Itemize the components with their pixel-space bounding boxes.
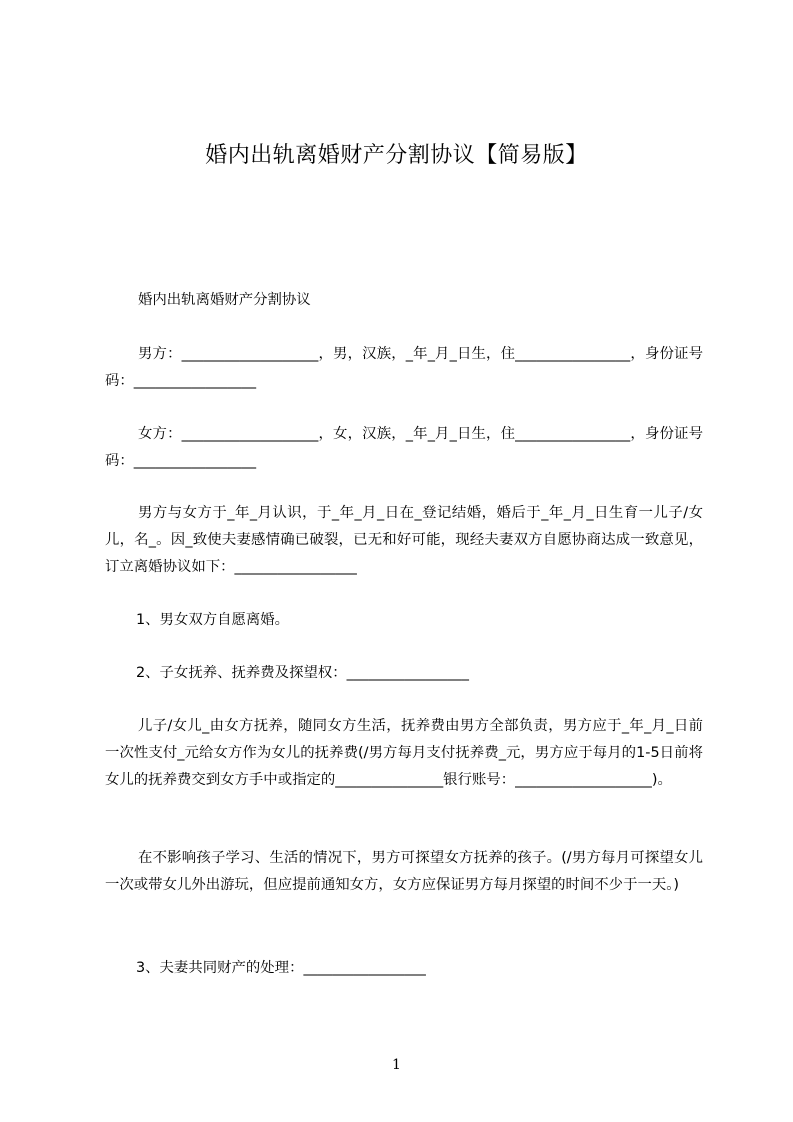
agreement-subtitle: 婚内出轨离婚财产分割协议 bbox=[138, 292, 311, 308]
document-title: 婚内出轨离婚财产分割协议【简易版】 bbox=[205, 143, 588, 168]
clause-1-divorce: 1、男女双方自愿离婚。 bbox=[136, 612, 290, 628]
clause-2-custody-heading: 2、子女抚养、抚养费及探望权：_________________ bbox=[136, 665, 469, 681]
husband-info-paragraph: 男方：___________________，男，汉族，_年_月_日生，住________________，身份证号码：_________________ bbox=[105, 346, 703, 389]
page-number: 1 bbox=[392, 1057, 401, 1073]
custody-paragraph: 儿子/女儿_由女方抚养，随同女方生活，抚养费由男方全部负责，男方应于_年_月_日前一次性支付_元给女方作为女儿的抚养费(/男方每月支付抚养费_元，男方应于每月的1-5日前将女儿的抚养费交到女方手中或指定的_______________银行账号：___________________)。 bbox=[105, 718, 703, 788]
visitation-paragraph: 在不影响孩子学习、生活的情况下，男方可探望女方抚养的孩子。(/男方每月可探望女儿一次或带女儿外出游玩，但应提前通知女方，女方应保证男方每月探望的时间不少于一天。) bbox=[105, 850, 703, 893]
clause-3-property-heading: 3、夫妻共同财产的处理：_________________ bbox=[136, 960, 426, 976]
wife-info-paragraph: 女方：___________________，女，汉族，_年_月_日生，住________________，身份证号码：_________________ bbox=[105, 426, 703, 469]
marriage-background-paragraph: 男方与女方于_年_月认识，于_年_月_日在_登记结婚，婚后于_年_月_日生育一儿子/女儿，名_。因_致使夫妻感情确已破裂，已无和好可能，现经夫妻双方自愿协商达成一致意见，订立离婚协议如下：_________________ bbox=[105, 505, 703, 575]
